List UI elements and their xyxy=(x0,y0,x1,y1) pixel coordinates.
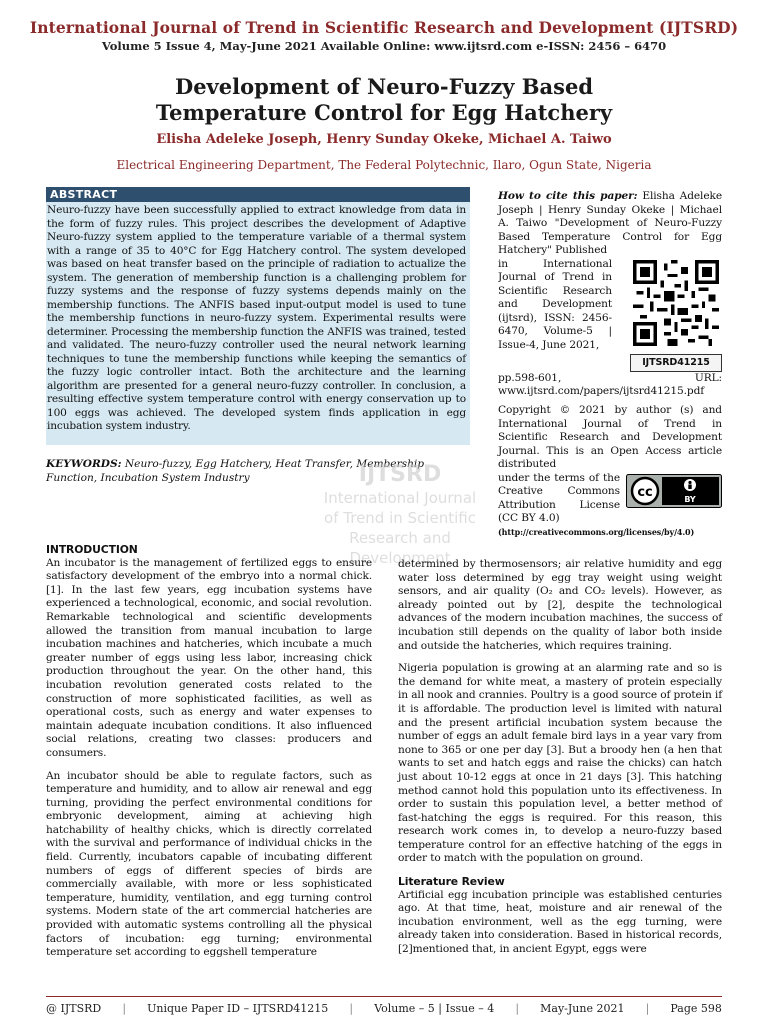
keywords xyxy=(46,457,470,485)
paper-id-badge: IJTSRD41215 xyxy=(630,354,722,372)
body-column-left xyxy=(46,543,372,969)
literature-paragraph-1: Artificial egg incubation principle was established centuries ago. At that time, heat, moisture and air renewal of the incubation environment, well as the egg turning, were already taken into consideration. Based in historical records, [2]mentioned that, in ancient Egypt, eggs were xyxy=(398,888,722,956)
footer-text xyxy=(46,1002,722,1015)
copyright-text-left: under the terms of the Creative Commons Attribution License (CC BY 4.0) xyxy=(498,471,620,524)
cc-label: cc xyxy=(637,484,653,500)
cc-by-license-icon xyxy=(626,474,722,508)
journal-header xyxy=(0,18,768,53)
affiliation: Electrical Engineering Department, The Federal Polytechnic, Ilaro, Ogun State, Nigeria xyxy=(116,158,652,172)
abstract-heading: ABSTRACT xyxy=(46,187,470,202)
cite-text-left: in International Journal of Trend in Scientific Research and Development (ijtsrd), ISSN: 2456-6470, Volume-5 | Issue-4, June 2021, xyxy=(498,257,612,351)
footer-separator: | xyxy=(349,1002,354,1015)
footer-page-number: Page 598 xyxy=(670,1002,722,1015)
qr-block xyxy=(630,260,722,372)
footer-paper-id: Unique Paper ID – IJTSRD41215 xyxy=(147,1002,329,1015)
intro-paragraph-1: An incubator is the management of fertilized eggs to ensure satisfactory development of the embryo into a normal chick. [1]. In the last few years, egg incubation systems have experienced a technological, economic, and social revolution. Remarkable technological and scientific developments allowed the transition from manual incubation to large incubation machines and hatcheries, which incubate a much greater number of eggs using less labor, increasing chick production throughout the year. On the other hand, this incubation revolution generated costs related to the construction of more sophisticated facilities, as well as operational costs, such as energy and water expenses to maintain adequate incubation conditions. It also influenced social relations, creating two classes: producers and consumers. xyxy=(46,556,372,759)
footer-separator: | xyxy=(645,1002,650,1015)
footer-separator: | xyxy=(122,1002,127,1015)
col2-paragraph-2: Nigeria population is growing at an alarming rate and so is the demand for white meat, a mastery of protein especially in all nook and crannies. Poultry is a good source of protein if it is affordable. The production level is limited with natural and the present artificial incubation system because the number of eggs an adult female bird lays in a year vary from none to 365 or one per day [3]. But a broody hen (a hen that wants to set and hatch eggs and raise the chicks) can hatch just about 10-12 eggs at once in 21 days [3]. This hatching method cannot hold this population unto its effectiveness. In order to sustain this population level, a better method of fast-hatching the eggs is required. For this reason, this research work comes in, to develop a neuro-fuzzy based temperature control for an effective hatching of the eggs in order to match with the population on ground. xyxy=(398,662,722,865)
by-label: BY xyxy=(684,494,696,504)
watermark-line: Development xyxy=(349,549,451,567)
copyright-text-top: Copyright © 2021 by author (s) and International Journal of Trend in Scientific Research and Development Journal. This is an Open Access article distributed xyxy=(498,404,722,470)
watermark-line: Research and xyxy=(349,529,451,547)
literature-review-heading: Literature Review xyxy=(398,875,505,889)
cite-label: How to cite this paper: xyxy=(498,190,638,202)
qr-code-icon xyxy=(633,260,719,346)
cite-text-bottom: pp.598-601, URL: www.ijtsrd.com/papers/ijtsrd41215.pdf xyxy=(498,371,722,397)
watermark-line: International Journal xyxy=(323,489,477,507)
footer-separator: | xyxy=(515,1002,520,1015)
license-url: (http://creativecommons.org/licenses/by/4.0) xyxy=(498,526,695,537)
journal-name: International Journal of Trend in Scientific Research and Development (IJTSRD) xyxy=(29,18,739,37)
footer-volume: Volume – 5 | Issue – 4 xyxy=(374,1002,495,1015)
body-column-right xyxy=(398,558,722,966)
paper-title xyxy=(0,74,768,126)
abstract-text: Neuro-fuzzy have been successfully applied to extract knowledge from data in the form of fuzzy rules. This project describes the development of Adaptive Neuro-fuzzy system applied to the temperature variable of a thermal system with a range of 35 to 40°C for Egg Hatchery control. The system developed was based on heat transfer based on the principle of radiation to actualize the system. The generation of membership function is a challenging problem for fuzzy systems and the response of fuzzy systems depends mainly on the membership functions. The ANFIS based input-output model is used to tune the membership functions in neuro-fuzzy system. Experimental results were determiner. Processing the membership function the ANFIS was trained, tested and validated. The neuro-fuzzy controller used the neural network learning techniques to tune the membership functions while keeping the semantics of the fuzzy logic controller intact. Both the architecture and the learning algorithm are presented for a general neuro-fuzzy controller. In conclusion, a resulting effective system temperature control with energy conservation up to 100 eggs was achieved. The developed system finds application in egg incubation system industry. xyxy=(47,204,466,432)
title-line-2: Temperature Control for Egg Hatchery xyxy=(155,100,613,125)
copyright-block xyxy=(498,404,722,539)
footer-divider xyxy=(46,996,722,997)
watermark-line: of Trend in Scientific xyxy=(324,509,476,527)
authors: Elisha Adeleke Joseph, Henry Sunday Okeke, Michael A. Taiwo xyxy=(156,132,612,147)
footer-date: May-June 2021 xyxy=(540,1002,625,1015)
citation-block xyxy=(498,190,722,399)
title-line-1: Development of Neuro-Fuzzy Based xyxy=(174,74,594,99)
intro-heading: INTRODUCTION xyxy=(46,543,138,556)
abstract-box xyxy=(46,187,470,445)
keywords-text: Neuro-fuzzy, Egg Hatchery, Heat Transfer, Membership Function, Incubation System Industry xyxy=(46,458,425,484)
footer-publisher: @ IJTSRD xyxy=(46,1002,102,1015)
col2-paragraph-1: determined by thermosensors; air relative humidity and egg water loss determined by egg tray weight using weight sensors, and air quality (O₂ and CO₂ levels). However, as already pointed out by [2], despite the technological advances of the modern incubation machines, the success of incubation still depends on the quality of labor both inside and outside the hatcheries, which requires training. xyxy=(398,558,722,652)
intro-paragraph-2: An incubator should be able to regulate factors, such as temperature and humidity, and to allow air renewal and egg turning, providing the perfect environmental conditions for embryonic development, aiming at achieving high hatchability of healthy chicks, which is directly correlated with the survival and performance of individual chicks in the field. Currently, incubators capable of incubating different numbers of eggs of different species of birds are commercially available, with more or less sophisticated temperature, humidity, ventilation, and egg turning control systems. Modern state of the art commercial hatcheries are provided with automatic systems controlling all the physical factors of incubation: egg turning; environmental temperature set according to eggshell temperature xyxy=(46,769,372,959)
cite-text-top: Elisha Adeleke Joseph | Henry Sunday Okeke | Michael A. Taiwo "Development of Neuro-Fuzzy Based Temperature Control for Egg Hatchery" Published xyxy=(498,190,722,256)
volume-info: Volume 5 Issue 4, May-June 2021 Available Online: www.ijtsrd.com e-ISSN: 2456 – 6470 xyxy=(101,39,667,53)
keywords-label: KEYWORDS: xyxy=(46,458,122,470)
watermark-line: IJTSRD xyxy=(358,462,442,487)
